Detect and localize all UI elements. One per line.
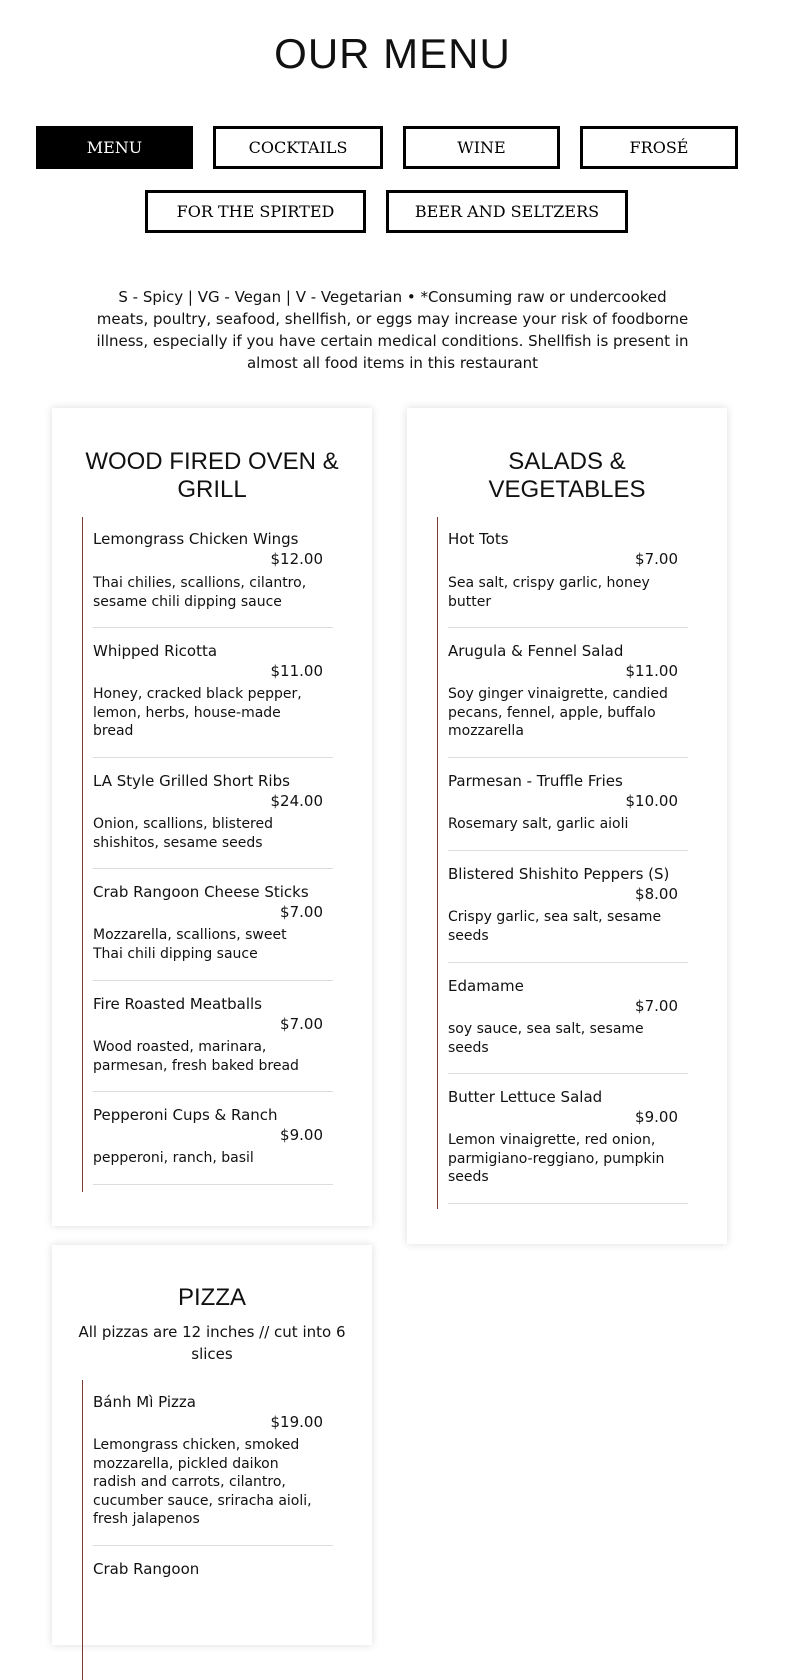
- item-price: $9.00: [635, 1108, 678, 1126]
- menu-item[interactable]: [93, 1546, 333, 1656]
- menu-item[interactable]: [448, 628, 688, 758]
- item-name: Parmesan - Truffle Fries: [448, 772, 623, 790]
- section-title: WOOD FIRED OVEN & GRILL: [85, 448, 339, 503]
- item-price: $8.00: [635, 885, 678, 903]
- menu-item[interactable]: [93, 758, 333, 869]
- dietary-notice: S - Spicy | VG - Vegan | V - Vegetarian • *Consuming raw or undercooked meats, poultry, seafood, shellfish, or eggs may increase your risk of foodborne illness, especially if you have certain medical conditions. Shellfish is present in almost all food items in this restaurant: [96, 288, 689, 372]
- menu-item[interactable]: [93, 517, 333, 628]
- menu-item[interactable]: [448, 517, 688, 628]
- item-price: $11.00: [625, 662, 678, 680]
- item-price: $10.00: [625, 792, 678, 810]
- item-list: [82, 1380, 333, 1680]
- item-description: Crispy garlic, sea salt, sesame seeds: [448, 909, 662, 944]
- item-name: Butter Lettuce Salad: [448, 1088, 603, 1106]
- item-name: Crab Rangoon Cheese Sticks: [93, 883, 309, 901]
- menu-card-pizza: [52, 1245, 372, 1645]
- item-price: $19.00: [270, 1413, 323, 1431]
- menu-item[interactable]: [93, 981, 333, 1092]
- tab-beer-and-seltzers[interactable]: BEER AND SELTZERS: [386, 190, 628, 233]
- menu-item[interactable]: [448, 1074, 688, 1204]
- item-name: LA Style Grilled Short Ribs: [93, 772, 290, 790]
- item-description: Sea salt, crispy garlic, honey butter: [448, 575, 650, 610]
- item-description: Thai chilies, scallions, cilantro, sesame chili dipping sauce: [93, 575, 307, 610]
- menu-card-salads: [407, 408, 727, 1244]
- menu-item[interactable]: [448, 963, 688, 1074]
- item-description: Honey, cracked black pepper, lemon, herbs, house-made bread: [93, 686, 302, 739]
- item-description: Rosemary salt, garlic aioli: [448, 816, 629, 832]
- item-price: $7.00: [635, 997, 678, 1015]
- item-price: $12.00: [270, 550, 323, 568]
- tab-frose[interactable]: FROSÉ: [580, 126, 738, 169]
- menu-item[interactable]: [93, 628, 333, 758]
- item-name: Crab Rangoon: [93, 1560, 200, 1578]
- item-description: soy sauce, sea salt, sesame seeds: [448, 1021, 644, 1056]
- section-subtitle: All pizzas are 12 inches // cut into 6 slices: [78, 1323, 346, 1363]
- item-name: Pepperoni Cups & Ranch: [93, 1106, 278, 1124]
- tab-menu[interactable]: MENU: [36, 126, 193, 169]
- item-price: $7.00: [280, 903, 323, 921]
- tab-cocktails[interactable]: COCKTAILS: [213, 126, 383, 169]
- item-name: Blistered Shishito Peppers (S): [448, 865, 670, 883]
- item-name: Fire Roasted Meatballs: [93, 995, 262, 1013]
- item-description: Lemongrass chicken, smoked mozzarella, pickled daikon radish and carrots, cilantro, cucumber sauce, sriracha aioli, fresh jalapenos: [93, 1437, 312, 1527]
- page-title: OUR MENU: [274, 30, 511, 77]
- item-price: $7.00: [635, 550, 678, 568]
- section-title: PIZZA: [177, 1284, 246, 1311]
- section-title: SALADS & VEGETABLES: [488, 448, 646, 503]
- item-price: $7.00: [280, 1015, 323, 1033]
- menu-item[interactable]: [93, 1092, 333, 1185]
- item-price: $24.00: [270, 792, 323, 810]
- item-name: Lemongrass Chicken Wings: [93, 530, 299, 548]
- item-name: Edamame: [448, 977, 524, 995]
- item-description: Soy ginger vinaigrette, candied pecans, fennel, apple, buffalo mozzarella: [448, 686, 668, 739]
- menu-item[interactable]: [93, 869, 333, 981]
- menu-item[interactable]: [93, 1380, 333, 1546]
- item-name: Arugula & Fennel Salad: [448, 642, 624, 660]
- item-description: Mozzarella, scallions, sweet Thai chili dipping sauce: [93, 927, 287, 962]
- item-description: Onion, scallions, blistered shishitos, sesame seeds: [93, 816, 274, 851]
- item-name: Whipped Ricotta: [93, 642, 218, 660]
- menu-item[interactable]: [448, 758, 688, 851]
- item-description: Lemon vinaigrette, red onion, parmigiano-reggiano, pumpkin seeds: [448, 1132, 665, 1185]
- menu-card-wood-fired: [52, 408, 372, 1226]
- item-description: pepperoni, ranch, basil: [93, 1150, 254, 1166]
- item-price: $9.00: [280, 1126, 323, 1144]
- tab-wine[interactable]: WINE: [403, 126, 560, 169]
- item-list: [82, 517, 333, 1192]
- item-list: [437, 517, 688, 1209]
- item-name: Hot Tots: [448, 530, 509, 548]
- menu-item[interactable]: [448, 851, 688, 963]
- item-description: Wood roasted, marinara, parmesan, fresh baked bread: [93, 1039, 299, 1074]
- item-name: Bánh Mì Pizza: [93, 1393, 196, 1411]
- item-price: $11.00: [270, 662, 323, 680]
- tab-for-the-spirted[interactable]: FOR THE SPIRTED: [145, 190, 366, 233]
